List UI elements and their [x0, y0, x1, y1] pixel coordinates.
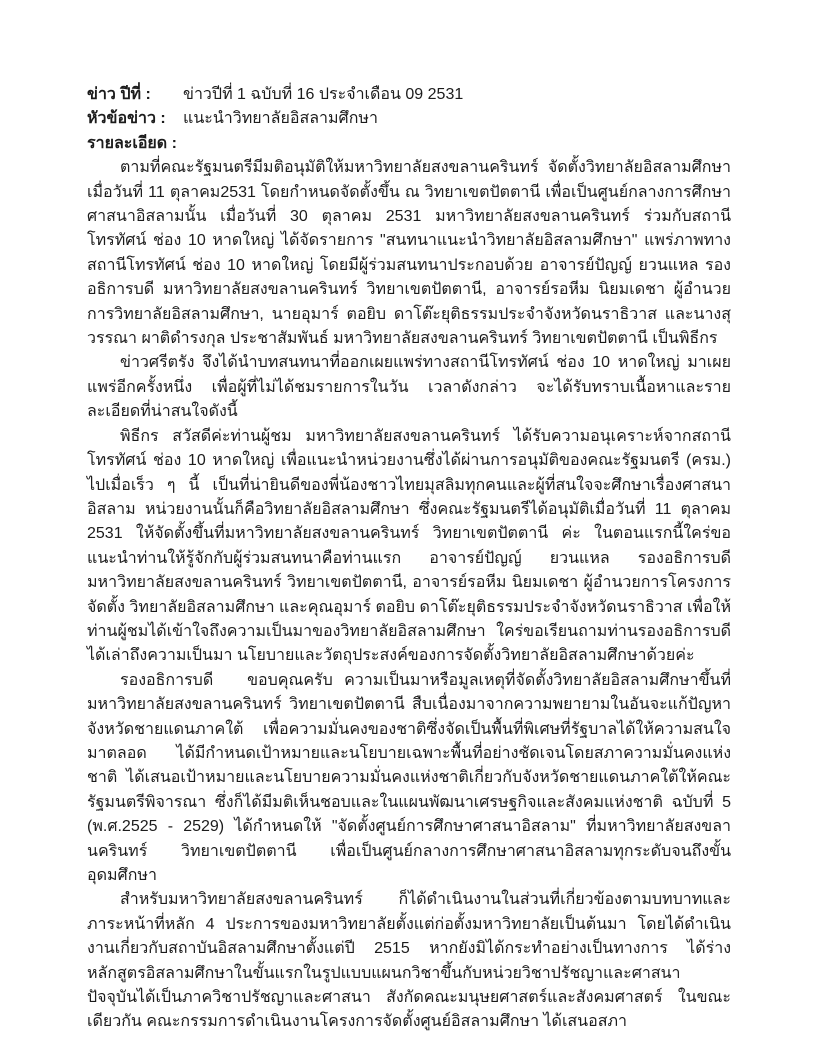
article-paragraph-3: พิธีกร สวัสดีค่ะท่านผู้ชม มหาวิทยาลัยสงขลานครินทร์ ได้รับความอนุเคราะห์จากสถานีโทรทัศน์ ช่อง 10 หาดใหญ่ เพื่อแนะนำหน่วยงานซึ่งได้ผ่านการอนุมัติของคณะรัฐมนตรี (ครม.) ไปเมื่อเร็ว ๆ นี้ เป็นที่น่ายินดีของพี่น้องชาวไทยมุสลิมทุกคนและผู้ที่สนใจจะศึกษาเรื่องศาสนาอิสลาม หน่วยงานนั้นก็คือวิทยาลัยอิสลามศึกษา ซึ่งคณะรัฐมนตรีได้อนุมัติเมื่อวันที่ 11 ตุลาคม 2531 ให้จัดตั้งขึ้นที่มหาวิทยาลัยสงขลานครินทร์ วิทยาเขตปัตตานี ค่ะ ในตอนแรกนี้ใคร่ขอแนะนำท่านให้รู้จักกับผู้ร่วมสนทนาคือท่านแรก อาจารย์ปัญญ์ ยวนแหล รองอธิการบดีมหาวิทยาลัยสงขลานครินทร์ วิทยาเขตปัตตานี, อาจารย์รอหีม นิยมเดชา ผู้อำนวยการโครงการจัดตั้ง วิทยาลัยอิสลามศึกษา และคุณอุมาร์ ตอยิบ ดาโต๊ะยุติธรรมประจำจังหวัดนราธิวาส เพื่อให้ท่านผู้ชมได้เข้าใจถึงความเป็นมาของวิทยาลัยอิสลามศึกษา ใคร่ขอเรียนถามท่านรองอธิการบดีได้เล่าถึงความเป็นมา นโยบายและวัตถุประสงค์ของการจัดตั้งวิทยาลัยอิสลามศึกษาด้วยค่ะ: [87, 427, 731, 665]
meta-row-news-issue: [87, 83, 731, 107]
news-topic-label: หัวข้อข่าว :: [87, 110, 166, 128]
article-paragraph-2: ข่าวศรีตรัง จึงได้นำบทสนทนาที่ออกเผยแพร่ทางสถานีโทรทัศน์ ช่อง 10 หาดใหญ่ มาเผยแพร่อีกครั้งหนึ่ง เพื่อผู้ที่ไม่ได้ชมรายการในวัน เวลาดังกล่าว จะได้รับทราบเนื้อหาและรายละเอียดที่น่าสนใจดังนี้: [87, 354, 731, 421]
news-issue-value: ข่าวปีที่ 1 ฉบับที่ 16 ประจำเดือน 09 2531: [183, 86, 464, 103]
meta-row-news-topic: [87, 107, 731, 131]
meta-row-details: [87, 132, 731, 156]
news-topic-value: แนะนำวิทยาลัยอิสลามศึกษา: [183, 110, 378, 128]
details-label: รายละเอียด :: [87, 134, 177, 152]
article-paragraph-5: สำหรับมหาวิทยาลัยสงขลานครินทร์ ก็ได้ดำเนินงานในส่วนที่เกี่ยวข้องตามบทบาทและภาระหน้าที่หลัก 4 ประการของมหาวิทยาลัยตั้งแต่ก่อตั้งมหาวิทยาลัยเป็นต้นมา โดยได้ดำเนินงานเกี่ยวกับสถาบันอิสลามศึกษาตั้งแต่ปี 2515 หากยังมิได้กระทำอย่างเป็นทางการ ได้ร่างหลักสูตรอิสลามศึกษาในขั้นแรกในรูปแบบแผนกวิชาขึ้นกับหน่วยวิชาปรัชญาและศาสนา ปัจจุบันได้เป็นภาควิชาปรัชญาและศาสนา สังกัดคณะมนุษยศาสตร์และสังคมศาสตร์ ในขณะเดียวกัน คณะกรรมการดำเนินงานโครงการจัดตั้งศูนย์อิสลามศึกษา ได้เสนอสภา: [87, 891, 731, 1031]
news-issue-label: ข่าว ปีที่ :: [87, 86, 151, 103]
article-body: [87, 156, 731, 1035]
article-paragraph-1: ตามที่คณะรัฐมนตรีมีมติอนุมัติให้มหาวิทยาลัยสงขลานครินทร์ จัดตั้งวิทยาลัยอิสลามศึกษา เมื่อวันที่ 11 ตุลาคม2531 โดยกำหนดจัดตั้งขึ้น ณ วิทยาเขตปัตตานี เพื่อเป็นศูนย์กลางการศึกษาศาสนาอิสลามนั้น เมื่อวันที่ 30 ตุลาคม 2531 มหาวิทยาลัยสงขลานครินทร์ ร่วมกับสถานีโทรทัศน์ ช่อง 10 หาดใหญ่ ได้จัดรายการ "สนทนาแนะนำวิทยาลัยอิสลามศึกษา" แพร่ภาพทางสถานีโทรทัศน์ ช่อง 10 หาดใหญ่ โดยมีผู้ร่วมสนทนาประกอบด้วย อาจารย์ปัญญ์ ยวนแหล รองอธิการบดี มหาวิทยาลัยสงขลานครินทร์ วิทยาเขตปัตตานี, อาจารย์รอหีม นิยมเดชา ผู้อำนวยการวิทยาลัยอิสลามศึกษา, นายอุมาร์ ตอยิบ ดาโต๊ะยุติธรรมประจำจังหวัดนราธิวาส และนางสุวรรณา ผาติดำรงกุล ประชาสัมพันธ์ มหาวิทยาลัยสงขลานครินทร์ วิทยาเขตปัตตานี เป็นพิธีกร: [87, 159, 732, 348]
document-meta: [87, 83, 731, 156]
article-paragraph-4: รองอธิการบดี ขอบคุณครับ ความเป็นมาหรือมูลเหตุที่จัดตั้งวิทยาลัยอิสลามศึกษาขึ้นที่มหาวิทยาลัยสงขลานครินทร์ วิทยาเขตปัตตานี สืบเนื่องมาจากความพยายามในอันจะแก้ปัญหาจังหวัดชายแดนภาคใต้ เพื่อความมั่นคงของชาติซึ่งจัดเป็นพื้นที่พิเศษที่รัฐบาลได้ให้ความสนใจมาตลอด ได้มีกำหนดเป้าหมายและนโยบายเฉพาะพื้นที่อย่างชัดเจนโดยสภาความมั่นคงแห่งชาติ ได้เสนอเป้าหมายและนโยบายความมั่นคงแห่งชาติเกี่ยวกับจังหวัดชายแดนภาคใต้ให้คณะรัฐมนตรีพิจารณา ซึ่งก็ได้มีมติเห็นชอบและในแผนพัฒนาเศรษฐกิจและสังคมแห่งชาติ ฉบับที่ 5 (พ.ศ.2525 - 2529) ได้กำหนดให้ "จัดตั้งศูนย์การศึกษาศาสนาอิสลาม" ที่มหาวิทยาลัยสงขลานครินทร์ วิทยาเขตปัตตานี เพื่อเป็นศูนย์กลางการศึกษาศาสนาอิสลามทุกระดับจนถึงขั้นอุดมศึกษา: [87, 671, 731, 884]
